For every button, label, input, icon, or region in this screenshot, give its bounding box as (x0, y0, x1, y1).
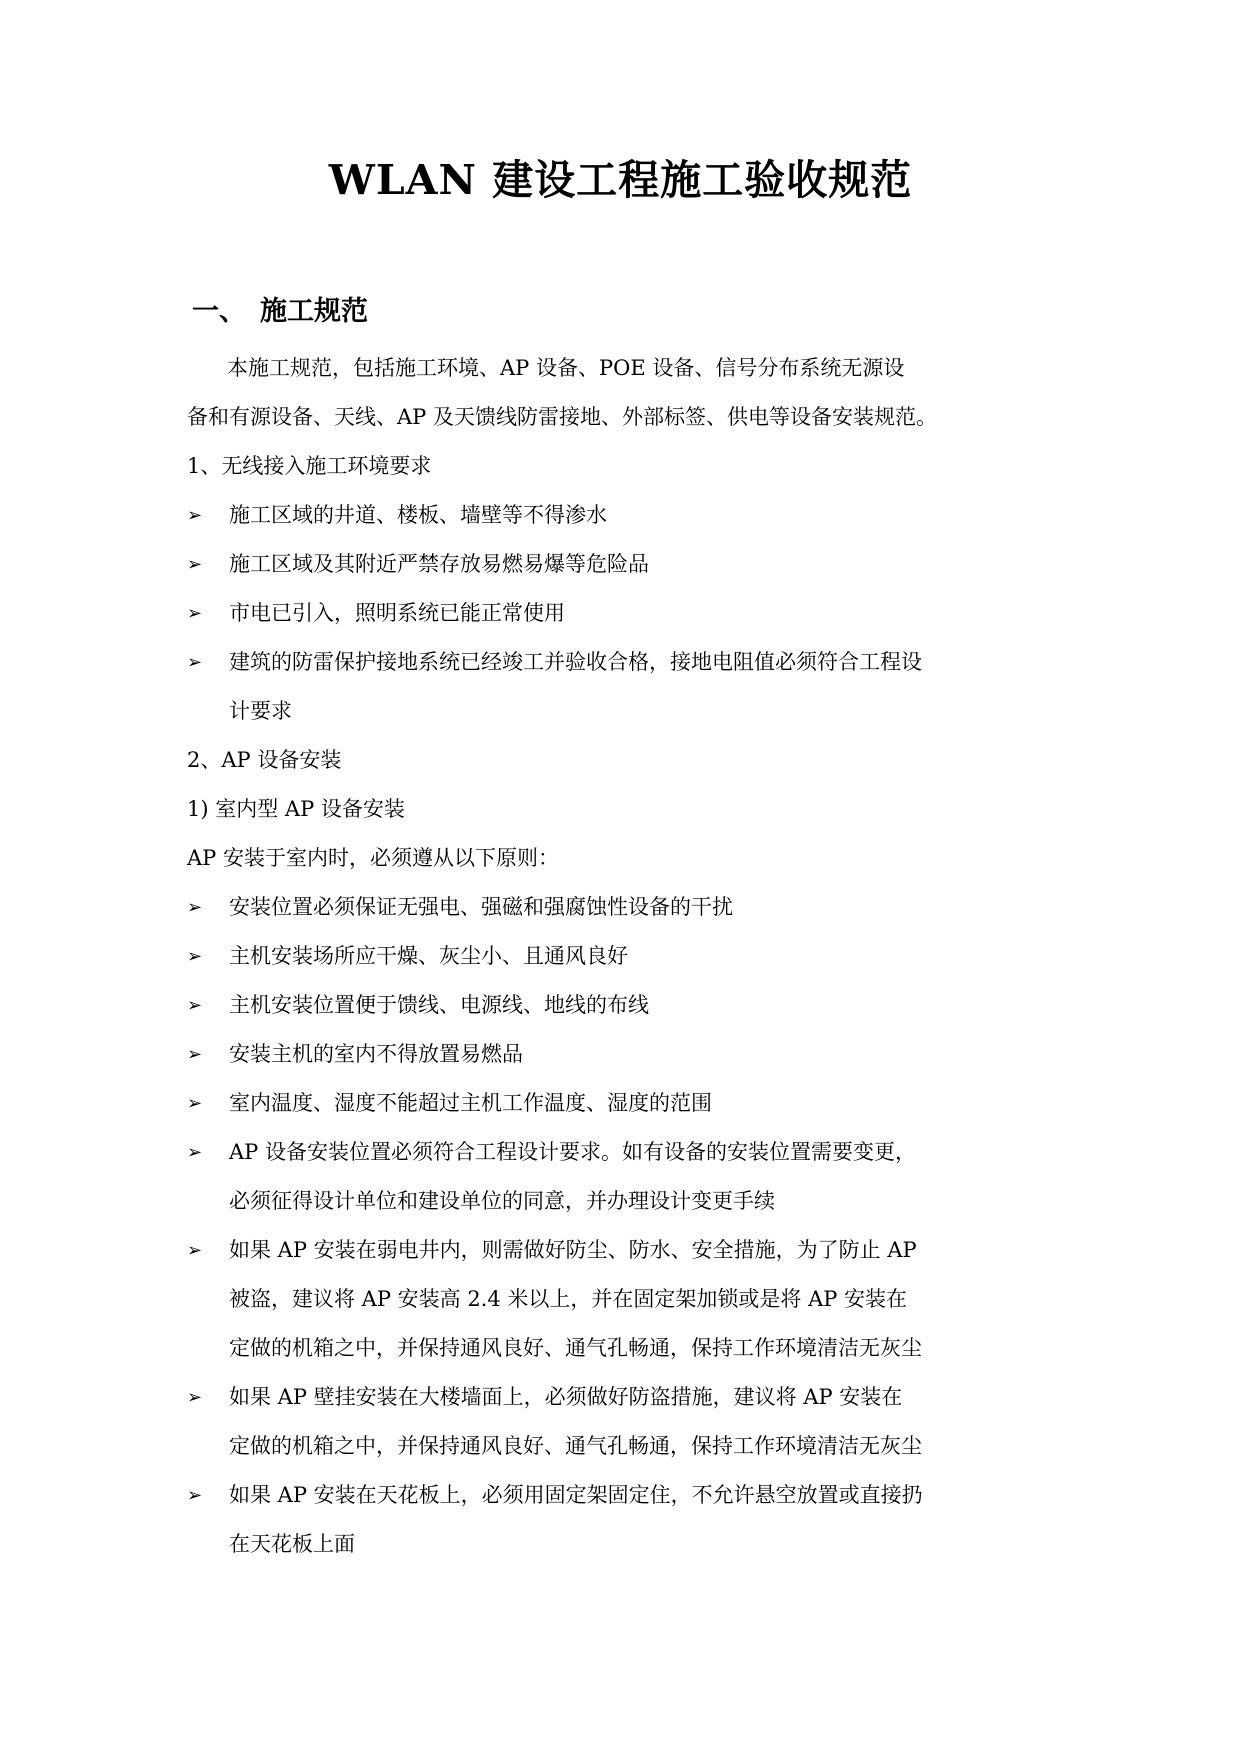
intro-line: 备和有源设备、天线、AP 及天馈线防雷接地、外部标签、供电等设备安装规范。 (187, 405, 937, 429)
bullet-item (187, 540, 1059, 589)
bullet-text-line: 建筑的防雷保护接地系统已经竣工并验收合格，接地电阻值必须符合工程设 (229, 650, 922, 674)
bullet-item (187, 1226, 1059, 1373)
bullet-item (187, 491, 1059, 540)
bullet-text-line: 如果 AP 安装在弱电井内，则需做好防尘、防水、安全措施，为了防止 AP (229, 1238, 917, 1262)
bullet-text-line: 被盗，建议将 AP 安装高 2.4 米以上，并在固定架加锁或是将 AP 安装在 (229, 1287, 908, 1311)
bullet-item (187, 638, 1059, 736)
bullet-item (187, 1030, 1059, 1079)
bullet-text (229, 589, 1059, 638)
bullet-text-line: 如果 AP 安装在天花板上，必须用固定架固定住，不允许悬空放置或直接扔 (229, 1483, 923, 1507)
bullet-item (187, 1079, 1059, 1128)
bullet-arrow-icon: ➢ (187, 505, 203, 526)
bullet-text (229, 981, 1059, 1030)
bullet-arrow-icon: ➢ (187, 603, 203, 624)
bullet-text-line: 室内温度、湿度不能超过主机工作温度、湿度的范围 (229, 1091, 712, 1115)
bullet-item (187, 1373, 1059, 1471)
bullet-text (229, 1226, 1059, 1373)
bullet-text-line: 计要求 (229, 699, 292, 723)
bullet-arrow-icon: ➢ (187, 995, 203, 1016)
bullet-text-line: 在天花板上面 (229, 1532, 355, 1556)
bullet-text (229, 491, 1059, 540)
bullet-text-line: 安装位置必须保证无强电、强磁和强腐蚀性设备的干扰 (229, 895, 733, 919)
bullet-arrow-icon: ➢ (187, 1240, 203, 1261)
section-title: 施工规范 (260, 296, 368, 327)
bullet-text (229, 883, 1059, 932)
bullet-item (187, 1128, 1059, 1226)
document-title: WLAN 建设工程施工验收规范 (328, 156, 913, 204)
bullet-item (187, 883, 1059, 932)
bullet-arrow-icon: ➢ (187, 897, 203, 918)
subsection-subheading: 1) 室内型 AP 设备安装 (187, 797, 405, 821)
section-heading (192, 292, 368, 332)
bullet-arrow-icon: ➢ (187, 1142, 203, 1163)
section-number: 一、 (192, 296, 246, 327)
bullet-text (229, 540, 1059, 589)
intro-line: 本施工规范，包括施工环境、AP 设备、POE 设备、信号分布系统无源设 (227, 356, 905, 380)
bullet-text (229, 1079, 1059, 1128)
bullet-arrow-icon: ➢ (187, 1387, 203, 1408)
bullet-item (187, 932, 1059, 981)
bullet-text-line: 必须征得设计单位和建设单位的同意，并办理设计变更手续 (229, 1189, 775, 1213)
bullet-text (229, 932, 1059, 981)
bullet-arrow-icon: ➢ (187, 1044, 203, 1065)
bullet-text-line: 施工区域的井道、楼板、墙壁等不得渗水 (229, 503, 607, 527)
bullet-text-line: 安装主机的室内不得放置易燃品 (229, 1042, 523, 1066)
bullet-text (229, 1128, 1059, 1226)
subsection-heading: 1、无线接入施工环境要求 (187, 454, 432, 478)
bullet-text (229, 1373, 1059, 1471)
bullet-text-line: 施工区域及其附近严禁存放易燃易爆等危险品 (229, 552, 649, 576)
bullet-text (229, 1471, 1059, 1569)
bullet-text-line: 定做的机箱之中，并保持通风良好、通气孔畅通，保持工作环境清洁无灰尘 (229, 1434, 922, 1458)
bullet-item (187, 981, 1059, 1030)
document-body (187, 344, 1059, 1569)
bullet-item (187, 589, 1059, 638)
bullet-text (229, 1030, 1059, 1079)
bullet-text-line: 定做的机箱之中，并保持通风良好、通气孔畅通，保持工作环境清洁无灰尘 (229, 1336, 922, 1360)
bullet-arrow-icon: ➢ (187, 1093, 203, 1114)
bullet-text-line: 如果 AP 壁挂安装在大楼墙面上，必须做好防盗措施，建议将 AP 安装在 (229, 1385, 903, 1409)
bullet-arrow-icon: ➢ (187, 554, 203, 575)
subsection-heading: 2、AP 设备安装 (187, 748, 342, 772)
bullet-text-line: AP 设备安装位置必须符合工程设计要求。如有设备的安装位置需要变更， (229, 1140, 916, 1164)
bullet-arrow-icon: ➢ (187, 946, 203, 967)
bullet-text (229, 638, 1059, 736)
bullet-text-line: 主机安装位置便于馈线、电源线、地线的布线 (229, 993, 649, 1017)
bullet-item (187, 1471, 1059, 1569)
bullet-text-line: 市电已引入，照明系统已能正常使用 (229, 601, 565, 625)
bullet-arrow-icon: ➢ (187, 1485, 203, 1506)
lead-sentence: AP 安装于室内时，必须遵从以下原则： (187, 846, 559, 870)
bullet-arrow-icon: ➢ (187, 652, 203, 673)
bullet-text-line: 主机安装场所应干燥、灰尘小、且通风良好 (229, 944, 628, 968)
